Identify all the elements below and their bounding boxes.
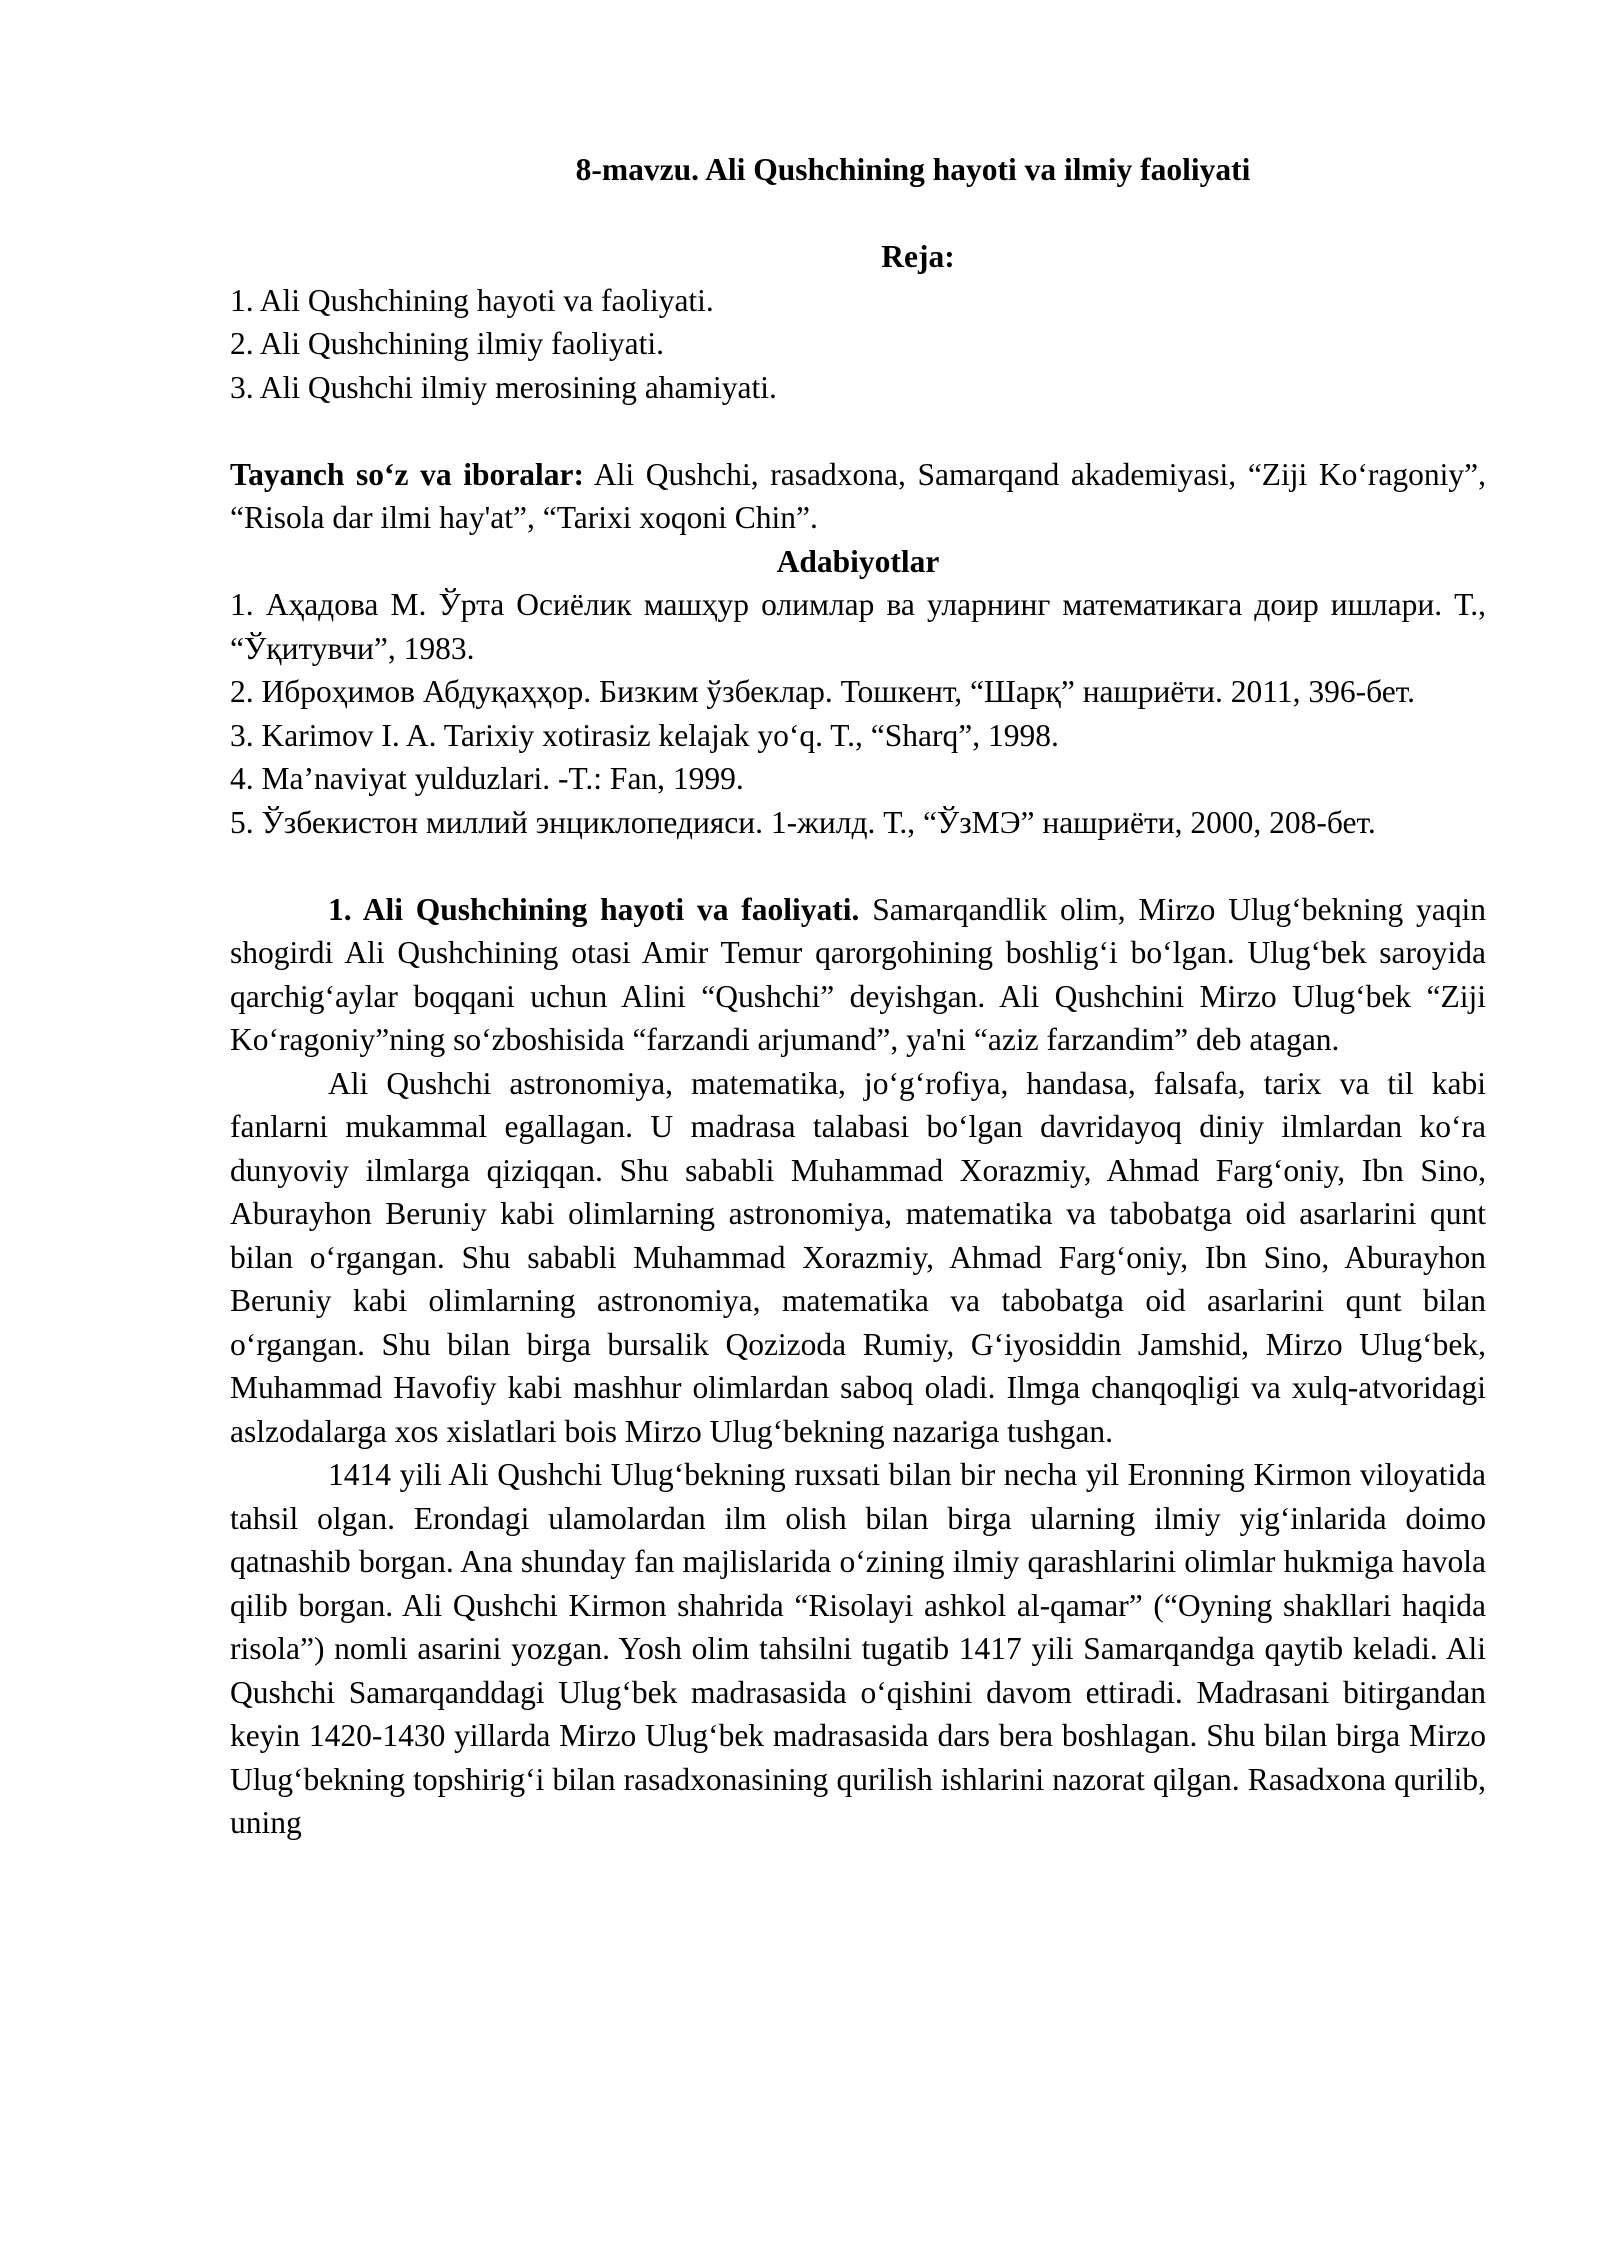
- blank-line: [230, 409, 1486, 453]
- plan-item: 1. Ali Qushchining hayoti va faoliyati.: [230, 282, 714, 318]
- literature-item: 2. Иброҳимов Абдуқаҳҳор. Бизким ўзбеклар. Тошкент, “Шарқ” нашриёти. 2011, 396-бет.: [230, 674, 1415, 709]
- plan-item: 2. Ali Qushchining ilmiy faoliyati.: [230, 326, 664, 361]
- blank-line: [230, 192, 1486, 236]
- literature-item: 5. Ўзбекистон миллий энциклопедияси. 1-жилд. Т., “ЎзМЭ” нашриёти, 2000, 208-бет.: [230, 804, 1376, 840]
- literature-item: 3. Karimov I. A. Tarixiy xotirasiz kelajak yo‘q. T., “Sharq”, 1998.: [230, 717, 1059, 753]
- keywords-paragraph: [230, 453, 1486, 540]
- document-page: [230, 148, 1486, 1845]
- plan-heading: Reja:: [881, 239, 955, 274]
- plan-item: 3. Ali Qushchi ilmiy merosining ahamiyati.: [230, 369, 777, 405]
- page-title: 8-mavzu. Ali Qushchining hayoti va ilmiy faoliyati: [575, 152, 1251, 187]
- literature-item: 1. Аҳадова М. Ўрта Осиёлик машҳур олимлар ва уларнинг математикага доир ишлари. Т., “Ўқитувчи”, 1983.: [230, 587, 1486, 666]
- section-paragraph: [230, 888, 1486, 1062]
- literature-heading: Adabiyotlar: [776, 543, 940, 579]
- blank-line: [230, 844, 1486, 888]
- literature-item: 4. Ma’naviyat yulduzlari. -T.: Fan, 1999.: [230, 761, 744, 796]
- section-heading: 1. Ali Qushchining hayoti va faoliyati.: [328, 891, 860, 927]
- section-lead-text: Samarqandlik olim, Mirzo Ulug‘bekning yaqin shogirdi Ali Qushchining otasi Amir Temur qarorgohining boshlig‘i bo‘lgan. Ulug‘bek saroyida qarchig‘aylar boqqani uchun Alini “Qushchi” deyishgan. Ali Qushchini Mirzo Ulug‘bek “Ziji Ko‘ragoniy”ning so‘zboshisida “farzandi arjumand”, ya'ni “aziz farzandim” deb atagan.: [230, 891, 1486, 1057]
- keywords-label: Tayanch so‘z va iboralar:: [230, 456, 585, 492]
- body-paragraph: Ali Qushchi astronomiya, matematika, jo‘g‘rofiya, handasa, falsafa, tarix va til kabi fanlarni mukammal egallagan. U madrasa talabasi bo‘lgan davridayoq diniy ilmlardan ko‘ra dunyoviy ilmlarga qiziqqan. Shu sababli Muhammad Xorazmiy, Ahmad Farg‘oniy, Ibn Sino, Aburayhon Beruniy kabi olimlarning astronomiya, matematika va tabobatga oid asarlarini qunt bilan o‘rgangan. Shu sababli Muhammad Xorazmiy, Ahmad Farg‘oniy, Ibn Sino, Aburayhon Beruniy kabi olimlarning astronomiya, matematika va tabobatga oid asarlarini qunt bilan o‘rgangan. Shu bilan birga bursalik Qozizoda Rumiy, G‘iyosiddin Jamshid, Mirzo Ulug‘bek, Muhammad Havofiy kabi mashhur olimlardan saboq oladi. Ilmga chanqoqligi va xulq-atvoridagi aslzodalarga xos xislatlari bois Mirzo Ulug‘bekning nazariga tushgan.: [230, 1065, 1486, 1449]
- keywords-text: Ali Qushchi, rasadxona, Samarqand akademiyasi, “Ziji Ko‘ragoniy”, “Risola dar ilmi hay'at”, “Tarixi xoqoni Chin”.: [230, 456, 1486, 535]
- body-paragraph: 1414 yili Ali Qushchi Ulug‘bekning ruxsati bilan bir necha yil Eronning Kirmon viloyatida tahsil olgan. Erondagi ulamolardan ilm olish bilan birga ularning ilmiy yig‘inlarida doimo qatnashib borgan. Ana shunday fan majlislarida o‘zining ilmiy qarashlarini olimlar hukmiga havola qilib borgan. Ali Qushchi Kirmon shahrida “Risolayi ashkol al-qamar” (“Oyning shakllari haqida risola”) nomli asarini yozgan. Yosh olim tahsilni tugatib 1417 yili Samarqandga qaytib keladi. Ali Qushchi Samarqanddagi Ulug‘bek madrasasida o‘qishini davom ettiradi. Madrasani bitirgandan keyin 1420-1430 yillarda Mirzo Ulug‘bek madrasasida dars bera boshlagan. Shu bilan birga Mirzo Ulug‘bekning topshirig‘i bilan rasadxonasining qurilish ishlarini nazorat qilgan. Rasadxona qurilib, uning: [230, 1457, 1486, 1840]
